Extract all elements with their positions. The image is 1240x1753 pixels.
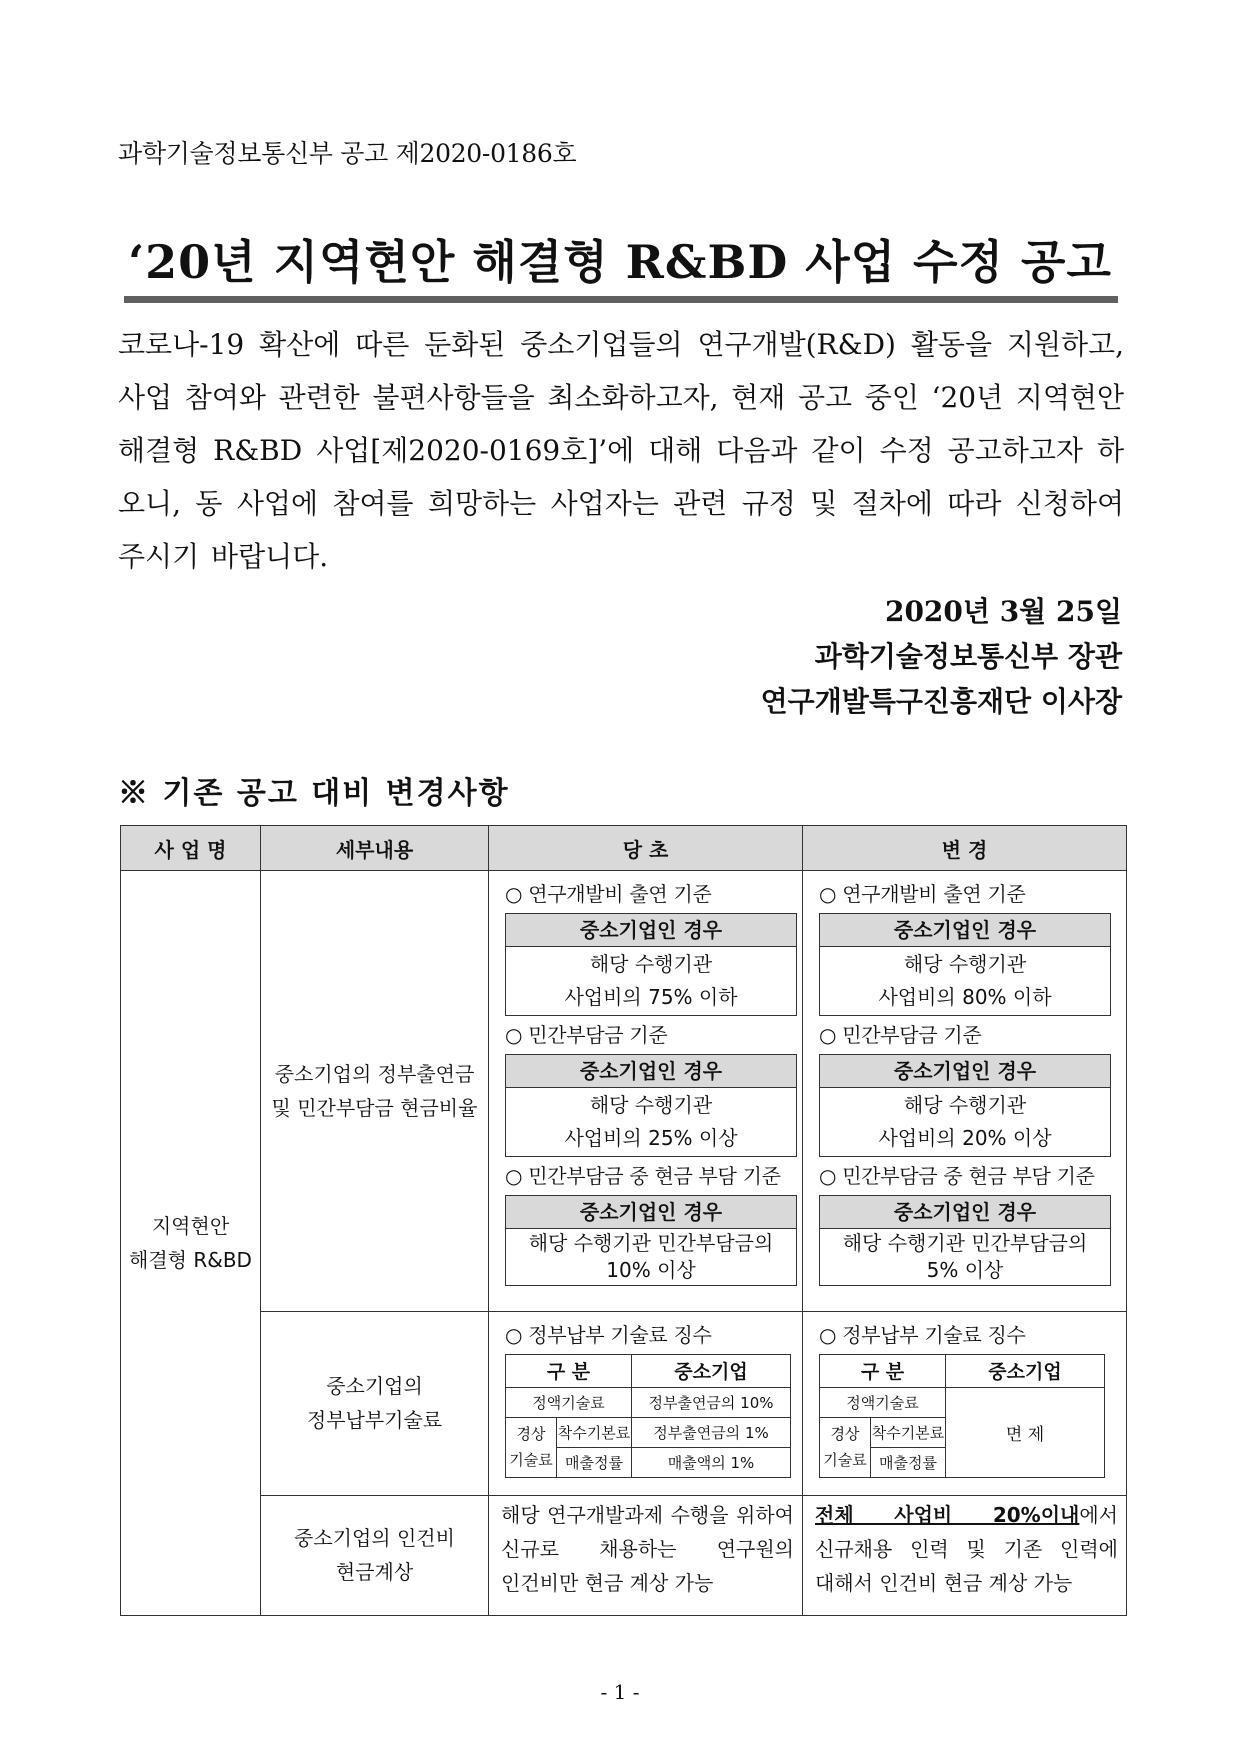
title-divider	[124, 296, 1118, 303]
label-line: 기술료	[509, 1451, 553, 1470]
detail-line: 정부납부기술료	[306, 1408, 443, 1433]
value-line: 사업비의 75% 이하	[564, 985, 738, 1009]
criterion-value	[820, 947, 1110, 1015]
value-line: 해당 수행기관	[903, 952, 1027, 976]
intro-paragraph: 코로나-19 확산에 따른 둔화된 중소기업들의 연구개발(R&D) 활동을 지원하고, 사업 참여와 관련한 불편사항들을 최소화하고자, 현재 공고 중인 ‘20년 지역현안 해결형 R&BD 사업[제2020-0169호]’에 대해 다음과 같이 수정 공고하고자 하오니, 동 사업에 참여를 희망하는 사업자는 관련 규정 및 절차에 따라 신청하여 주시기 바랍니다.	[118, 328, 1124, 573]
changed-cell	[803, 1495, 1127, 1615]
criterion-box	[505, 913, 797, 1016]
project-name-cell	[121, 871, 261, 1616]
fee-running-label	[506, 1417, 557, 1477]
detail-line: 및 민간부담금 현금비율	[271, 1095, 478, 1120]
notice-date: 2020년 3월 25일	[884, 595, 1122, 628]
label-line: 기술료	[823, 1451, 867, 1470]
original-cell	[489, 1495, 803, 1615]
criterion-value	[506, 947, 796, 1015]
sme-label: 중소기업인 경우	[820, 914, 1110, 947]
criterion-box	[819, 1195, 1111, 1286]
fee-running-label	[820, 1417, 871, 1477]
fee-header-category: 구 분	[820, 1354, 946, 1387]
section-heading: ※ 기존 공고 대비 변경사항	[118, 776, 510, 811]
fee-royalty-label: 매출정률	[557, 1447, 632, 1477]
criterion-box	[819, 1054, 1111, 1157]
detail-cell	[261, 871, 489, 1312]
criterion-bullet: ○ 연구개발비 출연 기준	[819, 882, 1026, 906]
fee-upfront-label: 착수기본료	[557, 1417, 632, 1447]
fee-header-sme: 중소기업	[946, 1354, 1105, 1387]
criterion-value	[506, 1088, 796, 1156]
criterion-bullet: ○ 연구개발비 출연 기준	[505, 882, 712, 906]
header-detail: 세부내용	[261, 826, 489, 871]
original-cell	[489, 1311, 803, 1495]
criterion-bullet: ○ 정부납부 기술료 징수	[819, 1322, 1026, 1347]
royalty-table	[505, 1354, 791, 1478]
detail-line: 현금계상	[335, 1560, 414, 1585]
criterion-bullet: ○ 민간부담금 중 현금 부담 기준	[505, 1164, 781, 1188]
document-title: ‘20년 지역현안 해결형 R&BD 사업 수정 공고	[128, 235, 1112, 289]
value-line: 해당 수행기관 민간부담금의	[842, 1231, 1088, 1255]
labor-cost-original: 해당 연구개발과제 수행을 위하여 신규로 채용하는 연구원의 인건비만 현금 계상 가능	[501, 1502, 794, 1595]
header-original: 당 초	[489, 826, 803, 871]
detail-line: 중소기업의 인건비	[294, 1526, 455, 1551]
table-row	[121, 1495, 1127, 1615]
page-number: - 1 -	[600, 1680, 640, 1704]
fee-royalty-value: 매출액의 1%	[632, 1447, 791, 1477]
detail-cell	[261, 1311, 489, 1495]
fee-royalty-label: 매출정률	[871, 1447, 946, 1477]
value-line: 5% 이상	[926, 1258, 1004, 1282]
value-line: 해당 수행기관	[903, 1093, 1027, 1117]
label-line: 경상	[830, 1425, 860, 1444]
labor-cost-changed	[803, 1496, 1126, 1602]
sme-label: 중소기업인 경우	[820, 1196, 1110, 1229]
detail-cell	[261, 1495, 489, 1615]
royalty-table	[819, 1354, 1105, 1478]
project-name-line: 해결형 R&BD	[129, 1248, 252, 1272]
table-row	[121, 1311, 1127, 1495]
value-line: 사업비의 25% 이상	[564, 1126, 738, 1150]
fee-header-category: 구 분	[506, 1354, 632, 1387]
table-header-row	[121, 826, 1127, 871]
fee-upfront-value: 정부출연금의 1%	[632, 1417, 791, 1447]
sme-label: 중소기업인 경우	[506, 1196, 796, 1229]
sme-label: 중소기업인 경우	[506, 1055, 796, 1088]
fee-exempt-value: 면 제	[946, 1387, 1105, 1477]
criterion-bullet: ○ 민간부담금 기준	[819, 1023, 982, 1047]
criterion-value	[820, 1088, 1110, 1156]
criterion-box	[819, 913, 1111, 1016]
criterion-box	[505, 1195, 797, 1286]
label-line: 경상	[516, 1425, 546, 1444]
labor-cost-rest: 에서 신규채용 인력 및 기존 인력에 대해서 인건비 현금 계상 가능	[815, 1502, 1118, 1595]
issuer-ministry: 과학기술정보통신부 장관	[814, 640, 1122, 673]
value-line: 사업비의 80% 이하	[878, 985, 1052, 1009]
criterion-bullet: ○ 정부납부 기술료 징수	[505, 1322, 712, 1347]
comparison-table	[120, 825, 1127, 1616]
fee-fixed-label: 정액기술료	[820, 1387, 946, 1417]
criterion-box	[505, 1054, 797, 1157]
fee-header-sme: 중소기업	[632, 1354, 791, 1387]
changed-cell	[803, 871, 1127, 1312]
original-cell	[489, 871, 803, 1312]
criterion-bullet: ○ 민간부담금 중 현금 부담 기준	[819, 1164, 1095, 1188]
header-changed: 변 경	[803, 826, 1127, 871]
fee-fixed-value: 정부출연금의 10%	[632, 1387, 791, 1417]
value-line: 해당 수행기관	[589, 1093, 713, 1117]
issuer-foundation: 연구개발특구진흥재단 이사장	[760, 685, 1122, 718]
sme-label: 중소기업인 경우	[506, 914, 796, 947]
sme-label: 중소기업인 경우	[820, 1055, 1110, 1088]
changed-cell	[803, 1311, 1127, 1495]
detail-line: 중소기업의 정부출연금	[274, 1061, 475, 1086]
fee-fixed-label: 정액기술료	[506, 1387, 632, 1417]
labor-cost-emphasis: 전체 사업비 20%이내	[815, 1502, 1080, 1527]
detail-line: 중소기업의	[326, 1374, 423, 1399]
project-name-line: 지역현안	[151, 1214, 230, 1238]
value-line: 10% 이상	[606, 1258, 696, 1282]
criterion-value	[820, 1229, 1110, 1285]
notice-number: 과학기술정보통신부 공고 제2020-0186호	[118, 139, 577, 168]
criterion-value	[506, 1229, 796, 1285]
criterion-bullet: ○ 민간부담금 기준	[505, 1023, 668, 1047]
table-row	[121, 871, 1127, 1312]
value-line: 해당 수행기관 민간부담금의	[528, 1231, 774, 1255]
value-line: 사업비의 20% 이상	[878, 1126, 1052, 1150]
fee-upfront-label: 착수기본료	[871, 1417, 946, 1447]
value-line: 해당 수행기관	[589, 952, 713, 976]
header-project: 사 업 명	[121, 826, 261, 871]
